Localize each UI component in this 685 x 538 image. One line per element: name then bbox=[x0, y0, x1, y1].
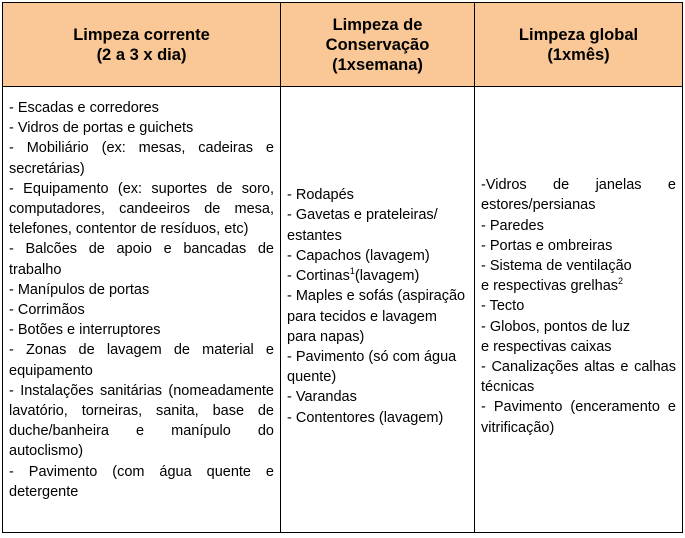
list-item-cont: e respectivas caixas bbox=[481, 338, 612, 355]
list-item: - Capachos (lavagem) bbox=[287, 247, 430, 264]
list-item-text-cont: (lavagem) bbox=[354, 268, 420, 285]
list-item-text: - Cortinas bbox=[287, 268, 350, 285]
header-frequency: (1xsemana) bbox=[332, 55, 423, 74]
list-item: - Canalizações altas e calhas técnicas bbox=[481, 359, 676, 396]
header-title: Limpeza global bbox=[518, 25, 639, 44]
list-item: -Vidros de janelas e estores/persianas bbox=[481, 177, 676, 214]
list-item: - Globos, pontos de luz bbox=[481, 318, 631, 335]
list-item: - Varandas bbox=[287, 389, 357, 406]
cleaning-schedule-table bbox=[2, 2, 683, 533]
list-item: - Manípulos de portas bbox=[9, 281, 150, 298]
header-title-cont: Conservação bbox=[325, 35, 430, 54]
header-daily-cleaning bbox=[3, 3, 281, 87]
list-item: - Corrimãos bbox=[9, 302, 85, 319]
weekly-cleaning-list bbox=[281, 87, 475, 533]
list-item: - Pavimento (enceramento e vitrificação) bbox=[481, 399, 676, 436]
list-item: - Sistema de ventilação bbox=[481, 257, 632, 274]
list-item: - Zonas de lavagem de material e equipamento bbox=[9, 342, 274, 379]
header-frequency: (1xmês) bbox=[547, 45, 610, 64]
list-item: - Gavetas e prateleiras/ estantes bbox=[287, 207, 438, 244]
list-item: - Pavimento (com água quente e detergente bbox=[9, 463, 274, 500]
header-title: Limpeza de bbox=[332, 15, 423, 34]
header-frequency: (2 a 3 x dia) bbox=[96, 45, 187, 64]
list-item: - Botões e interruptores bbox=[9, 322, 161, 339]
list-item: - Paredes bbox=[481, 217, 544, 234]
list-item: - Maples e sofás (aspiração para tecidos e lavagem para napas) bbox=[287, 288, 466, 345]
list-item bbox=[287, 266, 468, 286]
header-title: Limpeza corrente bbox=[73, 25, 210, 44]
list-item: - Contentores (lavagem) bbox=[287, 409, 444, 426]
list-item: - Balcões de apoio e bancadas de trabalho bbox=[9, 241, 274, 278]
list-item: - Instalações sanitárias (nomeadamente lavatório, torneiras, sanita, base de duche/banheira e manípulo do autoclismo) bbox=[9, 382, 274, 460]
footnote-marker: 1 bbox=[349, 266, 355, 277]
list-item: - Pavimento (só com água quente) bbox=[287, 348, 457, 386]
list-item: - Portas e ombreiras bbox=[481, 237, 613, 254]
list-item: - Mobiliário (ex: mesas, cadeiras e secretárias) bbox=[9, 140, 274, 177]
list-item: - Rodapés bbox=[287, 187, 354, 204]
header-weekly-cleaning bbox=[281, 3, 475, 87]
daily-cleaning-list bbox=[3, 87, 281, 533]
content-row bbox=[3, 87, 683, 533]
list-item: - Equipamento (ex: suportes de soro, computadores, candeeiros de mesa, telefones, contentor de resíduos, etc) bbox=[9, 180, 274, 238]
list-item: - Escadas e corredores bbox=[9, 100, 159, 116]
footnote-marker: 2 bbox=[618, 276, 624, 287]
header-monthly-cleaning bbox=[475, 3, 683, 87]
monthly-cleaning-list bbox=[475, 87, 683, 533]
list-item-cont bbox=[481, 276, 676, 296]
list-item: - Tecto bbox=[481, 298, 525, 315]
list-item: - Vidros de portas e guichets bbox=[9, 120, 194, 137]
list-item-text: e respectivas grelhas bbox=[481, 278, 619, 295]
header-row bbox=[3, 3, 683, 87]
